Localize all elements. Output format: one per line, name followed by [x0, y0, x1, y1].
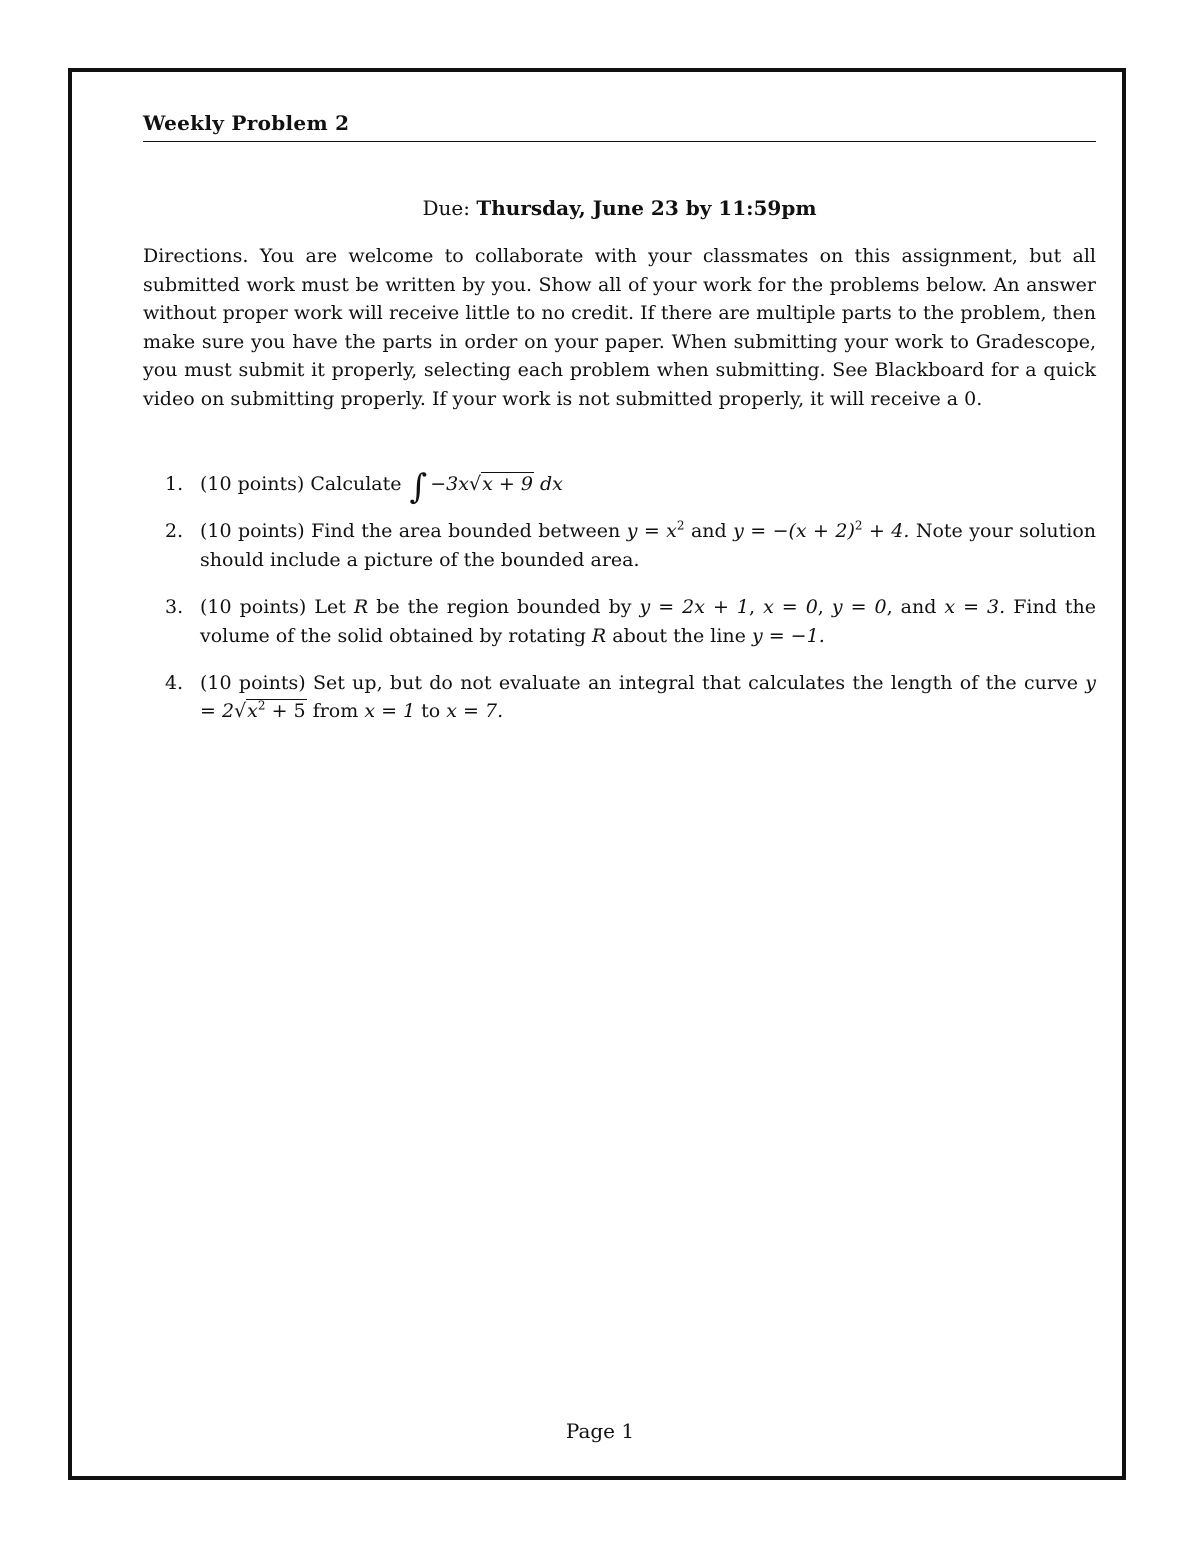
problem-number: 4.: [165, 672, 184, 695]
math-expression: −3x: [430, 473, 469, 495]
problem-number: 3.: [165, 596, 184, 619]
problem-text: about the line: [612, 624, 746, 647]
due-date-line: [143, 196, 1096, 220]
math-radicand: x + 9: [482, 473, 533, 495]
math-equation: y = −1.: [751, 624, 825, 647]
sqrt-symbol: √: [469, 473, 482, 495]
sqrt-symbol: √: [234, 700, 247, 723]
problem-item-4: [143, 669, 1096, 726]
problem-item-2: [143, 517, 1096, 574]
math-radicand: [246, 699, 306, 722]
math-equation: x = 3.: [944, 596, 1006, 619]
page-number: Page 1: [565, 1419, 635, 1443]
header-rule: [143, 141, 1096, 142]
math-differential: dx: [539, 473, 563, 495]
problem-points: (10 points): [200, 596, 307, 619]
math-equation: y = −(x + 2): [733, 520, 855, 543]
math-variable: x: [247, 700, 258, 723]
problem-points: (10 points): [200, 520, 305, 543]
math-exponent: 2: [257, 699, 266, 714]
problem-text: Calculate: [310, 473, 402, 495]
math-exponent: 2: [854, 519, 863, 534]
page-title: Weekly Problem 2: [143, 111, 350, 135]
problem-item-1: [143, 467, 1096, 507]
problem-text: Set up, but do not evaluate an integral that calculates the length of the curve: [312, 672, 1078, 695]
problem-text: to: [421, 700, 441, 723]
math-variable: R: [353, 596, 369, 619]
directions-paragraph: Directions. You are welcome to collaborate with your classmates on this assignment, but all submitted work must be written by you. Show all of your work for the problems below. An answer without proper work will receive little to no credit. If there are multiple parts to the problem, then make sure you have the parts in order on your paper. When submitting your work to Gradescope, you must submit it properly, selecting each problem when submitting. See Blackboard for a quick video on submitting properly. If your work is not submitted properly, it will receive a 0.: [143, 245, 1096, 410]
math-equation: y = 2: [200, 672, 1096, 723]
problem-text: Let: [314, 596, 346, 619]
due-label: Due:: [422, 196, 470, 220]
math-equation: x = 7.: [446, 700, 504, 723]
problem-text: and: [690, 520, 727, 543]
due-date: Thursday, June 23 by 11:59pm: [476, 196, 817, 220]
problem-number: 2.: [165, 520, 184, 543]
math-exponent: 2: [676, 519, 685, 534]
math-equation: + 4.: [868, 520, 910, 543]
problem-points: (10 points): [200, 473, 305, 495]
math-equation: x = 0: [763, 596, 818, 619]
problem-text: Find the area bounded between: [311, 520, 621, 543]
problem-number: 1.: [165, 473, 184, 495]
math-equation: y = 2x + 1: [639, 596, 750, 619]
problem-text: Note your solution should include a picture of the bounded area.: [200, 520, 1097, 571]
math-equation: y = x: [626, 520, 677, 543]
math-variable: R: [591, 624, 607, 647]
problem-list: [143, 467, 1097, 745]
problem-text: Find the volume of the solid obtained by rotating: [200, 596, 1096, 647]
math-equation: x = 1: [364, 700, 416, 723]
integral-sign: ∫: [409, 467, 428, 507]
math-expression: + 5: [271, 700, 306, 723]
problem-item-3: 3. (10 points) Let R be the region bounded by y = 2x + 1, x = 0, y = 0, and x = 3. Find the volume of the solid obtained by rotating R about the line y = −1.: [143, 593, 1096, 650]
problem-text: from: [312, 700, 359, 723]
problem-text: and: [900, 596, 937, 619]
problem-text: be the region bounded by: [376, 596, 632, 619]
problem-points: (10 points): [200, 672, 306, 695]
math-equation: y = 0: [831, 596, 887, 619]
